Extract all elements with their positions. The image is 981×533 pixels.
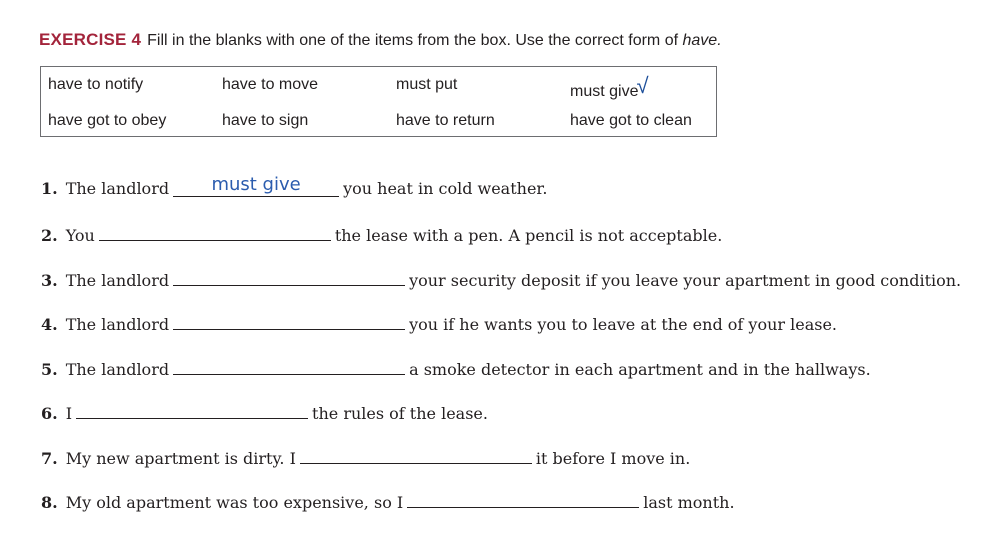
sentence-after: a smoke detector in each apartment and in the hallways.	[409, 360, 871, 379]
word-box-item: have got to clean	[570, 112, 692, 129]
sentence-number: 5.	[41, 360, 58, 379]
word-box-item: must put	[396, 76, 458, 93]
exercise-heading	[39, 30, 722, 50]
answer-blank[interactable]	[173, 356, 405, 375]
sentence-before: My new apartment is dirty. I	[65, 449, 296, 468]
sentence-number: 1.	[41, 179, 58, 198]
exercise-label: EXERCISE 4	[39, 30, 142, 49]
sentence-after: last month.	[643, 493, 735, 512]
answer-blank[interactable]	[173, 267, 405, 286]
sentence-before: The landlord	[65, 360, 170, 379]
sentence-number: 4.	[41, 315, 58, 334]
sentence-row	[41, 174, 548, 198]
sentence-before: You	[65, 226, 95, 245]
answer-blank[interactable]	[173, 311, 405, 330]
word-box	[40, 66, 717, 137]
sentence-before: The landlord	[65, 179, 170, 198]
sentence-row	[41, 311, 837, 334]
sentence-after: your security deposit if you leave your apartment in good condition.	[409, 271, 962, 290]
word-box-item: have to notify	[48, 76, 144, 93]
answer-blank[interactable]	[76, 400, 308, 419]
sentence-before: The landlord	[65, 315, 170, 334]
sentence-row	[41, 400, 488, 423]
sentence-row	[41, 356, 871, 379]
sentence-after: the lease with a pen. A pencil is not acceptable.	[334, 226, 723, 245]
answer-blank[interactable]	[173, 174, 339, 197]
sentence-after: you if he wants you to leave at the end of your lease.	[409, 315, 838, 334]
sentence-number: 2.	[41, 226, 58, 245]
sentence-number: 8.	[41, 493, 58, 512]
sentence-row	[41, 445, 690, 468]
answer-blank[interactable]	[300, 445, 532, 464]
sentence-after: you heat in cold weather.	[343, 179, 548, 198]
sentence-row	[41, 222, 722, 245]
answer-blank[interactable]	[407, 489, 639, 508]
word-box-item: have got to obey	[48, 112, 167, 129]
sentence-number: 7.	[41, 449, 58, 468]
word-box-item: have to return	[396, 112, 495, 129]
exercise-instruction-italic: have.	[682, 32, 722, 49]
sentence-number: 3.	[41, 271, 58, 290]
sentence-before: I	[65, 404, 73, 423]
checkmark-icon: √	[636, 73, 649, 98]
sentence-row	[41, 267, 961, 290]
sentence-before: The landlord	[65, 271, 170, 290]
handwritten-answer: must give	[211, 174, 301, 195]
exercise-instruction: Fill in the blanks with one of the items from the box. Use the correct form of	[147, 32, 679, 49]
sentence-number: 6.	[41, 404, 58, 423]
word-box-item-checked: must give√	[570, 73, 649, 100]
word-box-item: have to sign	[222, 112, 309, 129]
sentence-row	[41, 489, 735, 512]
word-box-item: have to move	[222, 76, 319, 93]
sentence-before: My old apartment was too expensive, so I	[65, 493, 404, 512]
sentence-after: the rules of the lease.	[312, 404, 488, 423]
answer-blank[interactable]	[99, 222, 331, 241]
sentence-after: it before I move in.	[535, 449, 691, 468]
